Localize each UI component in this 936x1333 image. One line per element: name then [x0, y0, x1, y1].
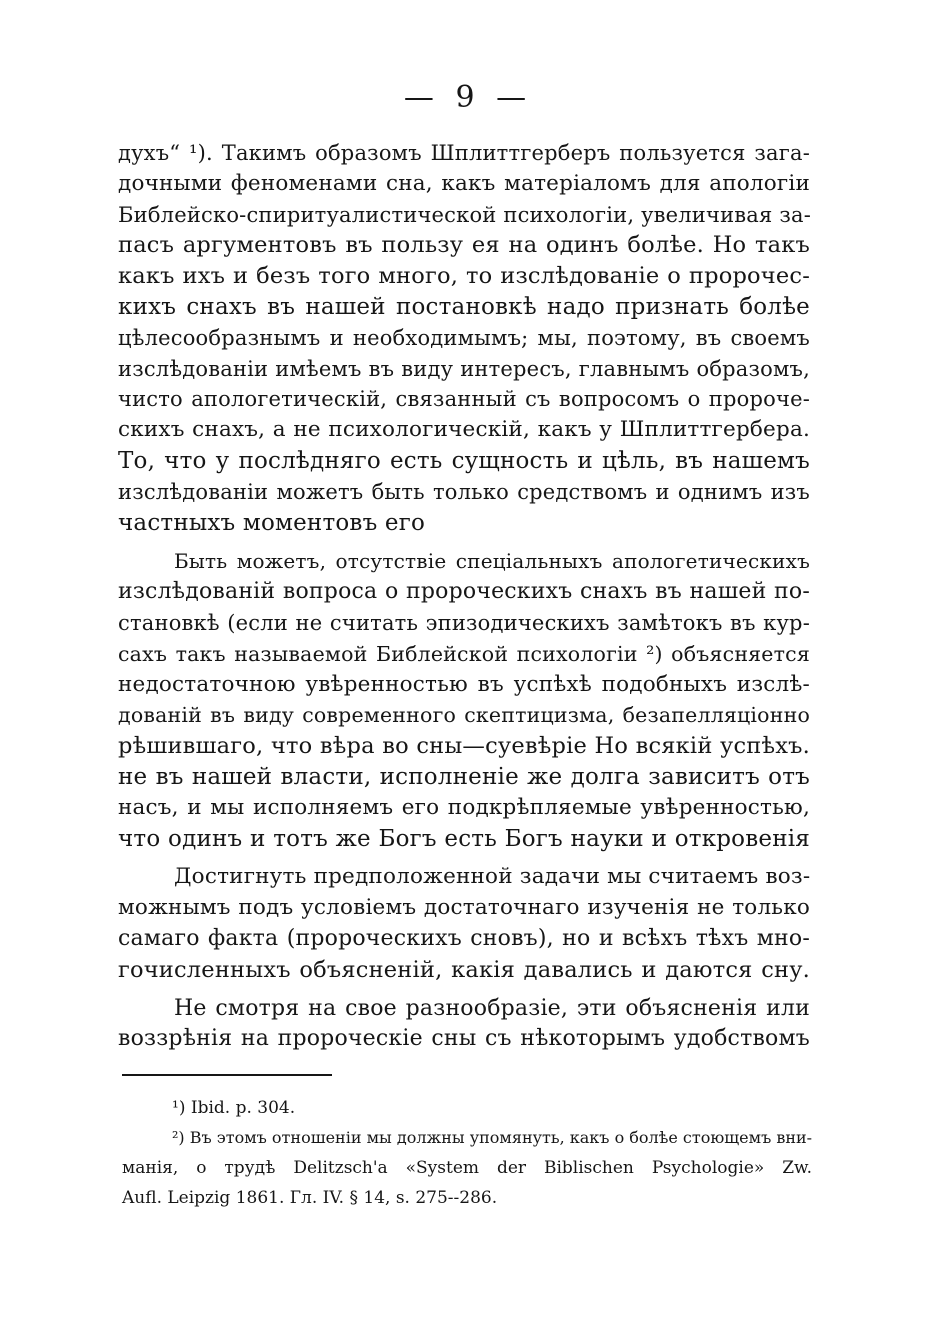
- text-line: становкѣ (если не считать эпизодическихъ замѣтокъ въ кур-: [118, 610, 810, 635]
- text-line: чисто апологетическій, связанный съ вопросомъ о пророче-: [118, 387, 810, 412]
- text-line: сахъ такъ называемой Библейской психологіи ²) объясняется: [118, 641, 810, 666]
- text-line: изслѣдованіи можетъ быть только средствомъ и однимъ изъ: [118, 479, 810, 504]
- text-line: частныхъ моментовъ его: [118, 509, 426, 536]
- footnote-line: манія, о трудѣ Delitzsch'a «System der Biblischen Psychologie» Zw.: [122, 1158, 812, 1178]
- main-text: [118, 138, 810, 1055]
- text-line: дованій въ виду современного скептицизма, безапелляціонно: [118, 703, 810, 728]
- text-line: дочными феноменами сна, какъ матеріаломъ для апологіи: [118, 170, 810, 196]
- text-line: духъ“ ¹). Такимъ образомъ Шплиттгерберъ пользуется зага-: [118, 141, 810, 165]
- text-line: скихъ снахъ, а не психологическій, какъ у Шплиттгербера.: [118, 417, 810, 443]
- footnote-divider: [122, 1074, 332, 1076]
- text-line: что одинъ и тотъ же Богъ есть Богъ науки и откровенія: [118, 825, 810, 852]
- text-line: цѣлесообразнымъ и необходимымъ; мы, поэтому, въ своемъ: [118, 325, 810, 350]
- text-line: изслѣдованій вопроса о пророческихъ снахъ въ нашей по-: [118, 579, 810, 605]
- text-line: Достигнуть предположенной задачи мы считаемъ воз-: [174, 864, 811, 890]
- footnote-line: Aufl. Leipzig 1861. Гл. IV. § 14, s. 275--286.: [122, 1188, 498, 1208]
- text-line: Библейско-спиритуалистической психологіи, увеличивая за-: [118, 202, 812, 227]
- text-line: рѣшившаго, что вѣра во сны—суевѣріе Но всякій успѣхъ.: [118, 733, 810, 760]
- text-line: какъ ихъ и безъ того много, то изслѣдованіе о пророчес-: [118, 263, 810, 290]
- text-line: самаго факта (пророческихъ сновъ), но и всѣхъ тѣхъ мно-: [118, 925, 810, 951]
- text-line: воззрѣнія на пророческіе сны съ нѣкоторымъ удобствомъ: [118, 1026, 810, 1052]
- text-line: пасъ аргументовъ въ пользу ея на одинъ болѣе. Но такъ: [118, 232, 810, 259]
- text-line: гочисленныхъ объясненій, какія давались и даются сну.: [118, 956, 810, 983]
- text-line: можнымъ подъ условіемъ достаточнаго изученія не только: [118, 895, 810, 921]
- page-number: — 9 —: [403, 80, 533, 115]
- text-line: То, что у послѣдняго есть сущность и цѣль, въ нашемъ: [118, 447, 810, 474]
- text-line: насъ, и мы исполняемъ его подкрѣпляемые увѣренностью,: [118, 794, 810, 820]
- text-line: недостаточною увѣренностью въ успѣхѣ подобныхъ изслѣ-: [118, 671, 810, 697]
- footnote-line: ¹) Ibid. p. 304.: [172, 1098, 296, 1118]
- text-line: изслѣдованіи имѣемъ въ виду интересъ, главнымъ образомъ,: [118, 356, 810, 381]
- footnotes: [122, 1093, 812, 1213]
- text-line: не въ нашей власти, исполненіе же долга зависитъ отъ: [118, 763, 810, 790]
- text-line: Не смотря на свое разнообразіе, эти объясненія или: [174, 995, 810, 1021]
- footnote-line: ²) Въ этомъ отношеніи мы должны упомянуть, какъ о болѣе стоющемъ вни-: [172, 1128, 813, 1147]
- text-line: кихъ снахъ въ нашей постановкѣ надо признать болѣе: [118, 293, 810, 320]
- text-line: Быть можетъ, отсутствіе спеціальныхъ апологетическихъ: [174, 549, 810, 574]
